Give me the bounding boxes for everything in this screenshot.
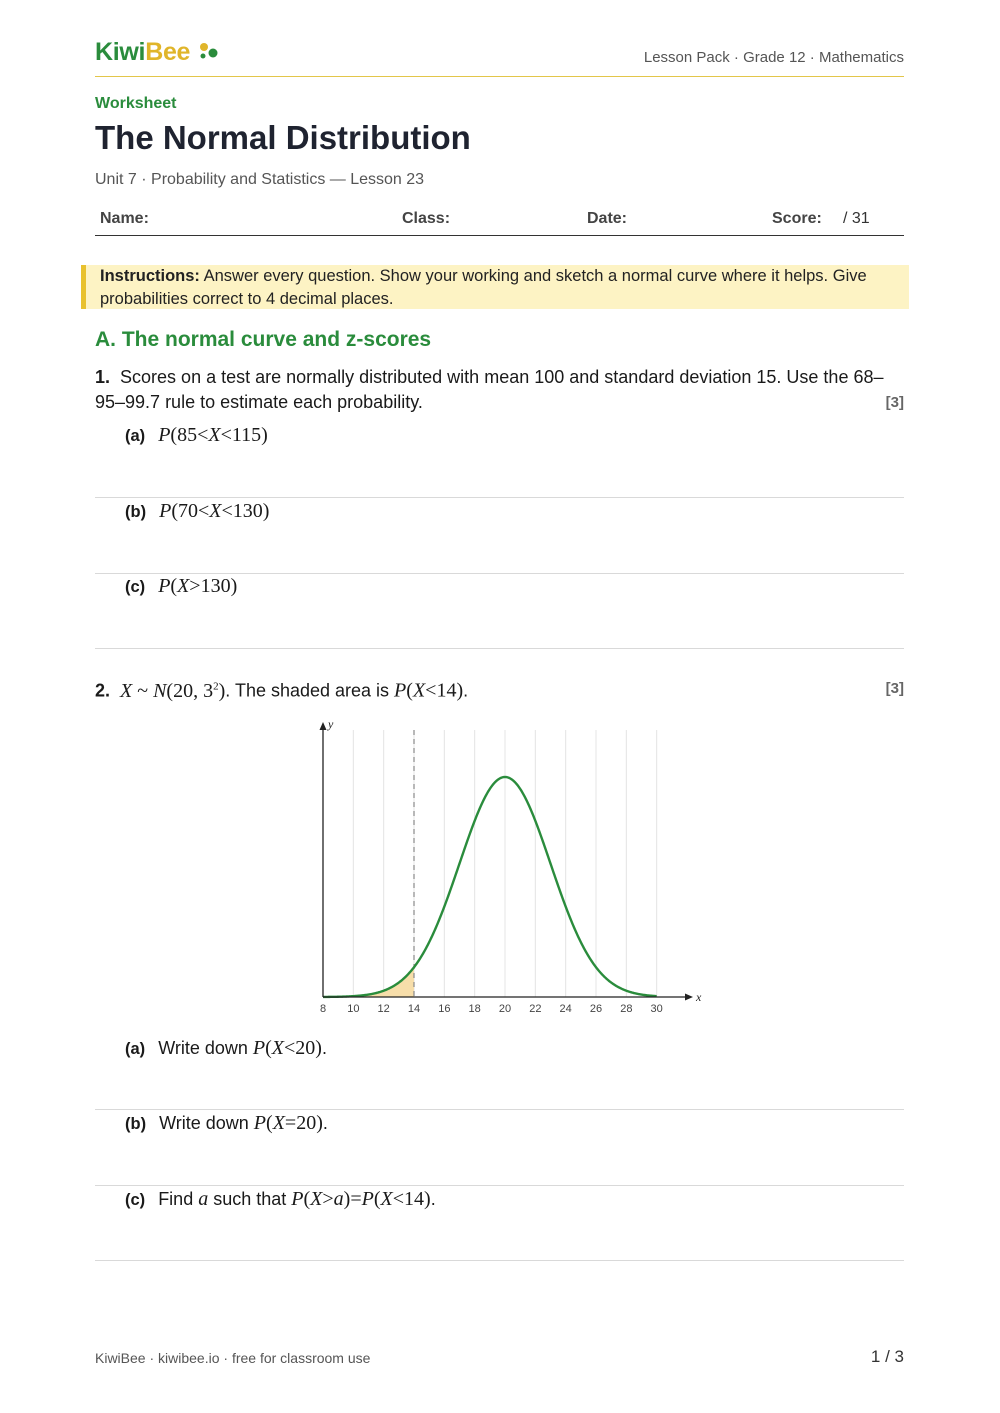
question-text: Scores on a test are normally distributed with mean 100 and standard deviation 15. Use the 68–95–99.7 rule to estimate each probability. — [95, 367, 884, 412]
page-subtitle: Unit 7 · Probability and Statistics — Lesson 23 — [95, 171, 425, 188]
part-label: (b) — [125, 1115, 147, 1133]
answer-line[interactable] — [95, 497, 904, 498]
kiwibee-logo — [95, 38, 190, 67]
footer-credit: KiwiBee · kiwibee.io · free for classroom use — [95, 1350, 371, 1366]
x-tick-label: 24 — [559, 1003, 572, 1015]
bee-dots-icon — [199, 42, 219, 60]
date-field-label[interactable]: Date: — [587, 210, 628, 227]
student-fields — [95, 200, 904, 236]
probability-expression: P(70<X<130) — [159, 500, 270, 522]
part-label: (b) — [125, 503, 147, 521]
x-tick-label: 20 — [498, 1003, 512, 1015]
class-field-label[interactable]: Class: — [402, 210, 451, 227]
probability-expression: P(X<20) — [252, 1037, 322, 1059]
answer-line[interactable] — [95, 648, 904, 649]
question-number: 2. — [95, 680, 111, 701]
marks-badge: [3] — [885, 394, 904, 411]
x-tick-label: 14 — [407, 1003, 421, 1015]
bound: 130 — [200, 575, 231, 597]
logo-kiwi-text: Kiwi — [95, 38, 146, 66]
x-tick-label: 26 — [589, 1003, 603, 1015]
lower-bound: 70 — [177, 500, 198, 522]
answer-line[interactable] — [95, 573, 904, 574]
probability-expression: P(X>130) — [158, 575, 238, 597]
x-tick-label: 10 — [347, 1003, 360, 1015]
instructions-box — [81, 265, 909, 309]
x-tick-label: 18 — [468, 1003, 481, 1015]
probability-expression: P(X<14) — [394, 679, 464, 702]
name-field-label[interactable]: Name: — [100, 210, 149, 227]
part-label: (c) — [125, 578, 146, 596]
upper-bound: 115 — [231, 424, 262, 446]
question-1 — [95, 365, 904, 415]
q2-part-b: (b) Write down P(X=20). — [125, 1112, 328, 1134]
page-header — [95, 36, 904, 77]
bound: 20 — [295, 1037, 316, 1059]
question-text: . The shaded area is — [225, 680, 395, 701]
q2-part-c: (c) Find a such that P(X>a)=P(X<14). — [125, 1188, 436, 1210]
logo-bee-text: Bee — [145, 38, 191, 66]
part-label: (c) — [125, 1191, 146, 1209]
q1-part-a — [125, 424, 268, 447]
x-axis-label: x — [696, 990, 702, 1004]
part-text: Write down — [159, 1113, 254, 1133]
y-axis-label: y — [328, 717, 334, 731]
doc-eyebrow: Worksheet — [95, 95, 177, 112]
answer-line[interactable] — [95, 1185, 904, 1186]
bound: 20 — [296, 1112, 317, 1134]
probability-expression: P(85<X<115) — [158, 424, 268, 446]
answer-line[interactable] — [95, 1109, 904, 1110]
normal-distribution-chart — [315, 712, 715, 1022]
instructions-text — [100, 265, 909, 311]
q2-part-a: (a) Write down P(X<20). — [125, 1037, 327, 1059]
x-axis-arrow-icon — [685, 994, 693, 1001]
part-label: (a) — [125, 1040, 146, 1058]
sd-value: 3 — [203, 679, 214, 702]
score-field-label[interactable]: Score: — [772, 210, 822, 227]
answer-line[interactable] — [95, 1260, 904, 1261]
marks-badge: [3] — [885, 680, 904, 697]
upper-bound: 130 — [232, 500, 263, 522]
part-label: (a) — [125, 427, 146, 445]
q1-part-c — [125, 575, 237, 598]
distribution-expression: X ~ N(20, $3^2$) — [120, 679, 226, 702]
y-axis-arrow-icon — [320, 722, 327, 730]
q1-part-b — [125, 500, 269, 523]
normal-curve — [323, 777, 657, 997]
x-tick-label: 16 — [438, 1003, 451, 1015]
bound: 14 — [404, 1188, 425, 1210]
variable-a: a — [198, 1188, 209, 1210]
bound: 14 — [436, 679, 457, 702]
page-title: The Normal Distribution — [95, 119, 471, 156]
lower-bound: 85 — [177, 424, 198, 446]
page-number: 1 / 3 — [870, 1347, 904, 1366]
probability-expression: P(X>a)=P(X<14) — [291, 1188, 431, 1210]
question-number: 1. — [95, 367, 111, 387]
part-text: such that — [208, 1189, 292, 1209]
x-tick-label: 8 — [319, 1003, 327, 1015]
score-total: / 31 — [843, 210, 870, 227]
part-text: Write down — [158, 1038, 253, 1058]
instructions-label: Instructions: — [100, 267, 200, 285]
question-2: 2. X ~ N(20, $3^2$). The shaded area is P(X<14). — [95, 679, 469, 702]
x-tick-label: 12 — [377, 1003, 390, 1015]
x-tick-label: 22 — [529, 1003, 542, 1015]
section-a-title: A. The normal curve and z-scores — [95, 328, 432, 351]
part-text: Find — [158, 1189, 199, 1209]
lesson-meta: Lesson Pack · Grade 12 · Mathematics — [643, 49, 904, 66]
x-tick-label: 30 — [650, 1003, 663, 1015]
instructions-body: Answer every question. Show your working and sketch a normal curve where it helps. Give probabilities correct to 4 decimal places. — [100, 267, 867, 308]
x-tick-label: 28 — [620, 1003, 633, 1015]
mean-value: 20 — [173, 679, 194, 702]
probability-expression: P(X=20) — [253, 1112, 323, 1134]
